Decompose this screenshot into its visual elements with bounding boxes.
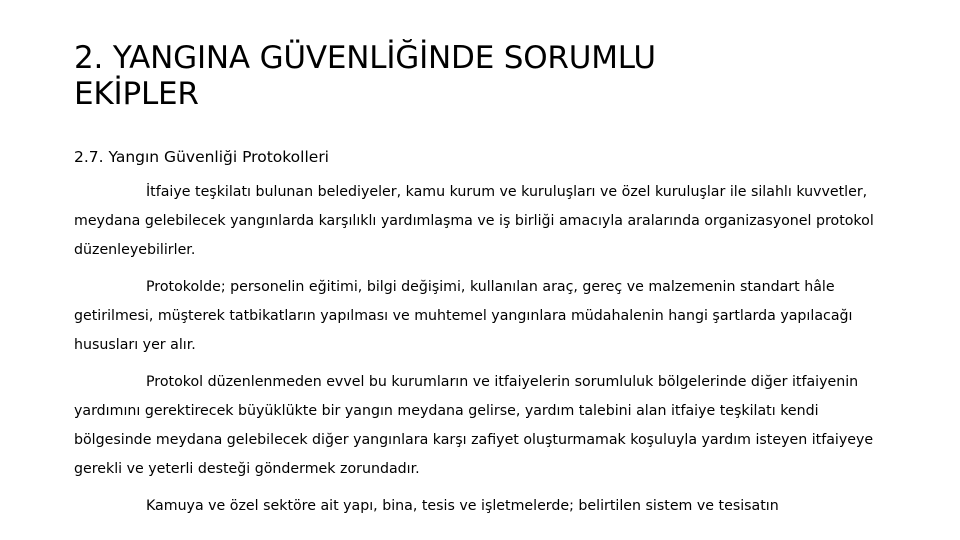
paragraph-3 [74,368,874,484]
paragraph-2-text: Protokolde; personelin eğitimi, bilgi değişimi, kullanılan araç, gereç ve malzemenin standart hâle getirilmesi, müşterek tatbikatların yapılması ve muhtemel yangınlara müdahalenin hangi şartlarda yapılacağı hususları yer alır. [74,279,853,353]
slide-title-line-2: EKİPLER [74,76,199,112]
paragraph-1 [74,178,874,265]
section-heading: 2.7. Yangın Güvenliği Protokolleri [74,148,329,166]
paragraph-4-text: Kamuya ve özel sektöre ait yapı, bina, tesis ve işletmelerde; belirtilen sistem ve tesisatın [146,498,779,514]
paragraph-1-text: İtfaiye teşkilatı bulunan belediyeler, kamu kurum ve kuruluşları ve özel kuruluşlar ile silahlı kuvvetler, meydana gelebilecek yangınlarda karşılıklı yardımlaşma ve iş birliği amacıyla aralarında organizasyonel protokol düzenleyebilirler. [74,184,874,258]
paragraph-2 [74,273,874,360]
paragraph-3-text: Protokol düzenlenmeden evvel bu kurumların ve itfaiyelerin sorumluluk bölgelerinde diğer itfaiyenin yardımını gerektirecek büyüklükte bir yangın meydana gelirse, yardım talebini alan itfaiye teşkilatı kendi bölgesinde meydana gelebilecek diğer yangınlara karşı zafiyet oluşturmamak koşuluyla yardım isteyen itfaiyeye gerekli ve yeterli desteği göndermek zorundadır. [74,374,874,477]
slide-title [74,40,894,112]
slide-title-line-1: 2. YANGINA GÜVENLİĞİNDE SORUMLU [74,40,656,76]
paragraph-4 [74,492,874,521]
body-text [74,178,874,529]
